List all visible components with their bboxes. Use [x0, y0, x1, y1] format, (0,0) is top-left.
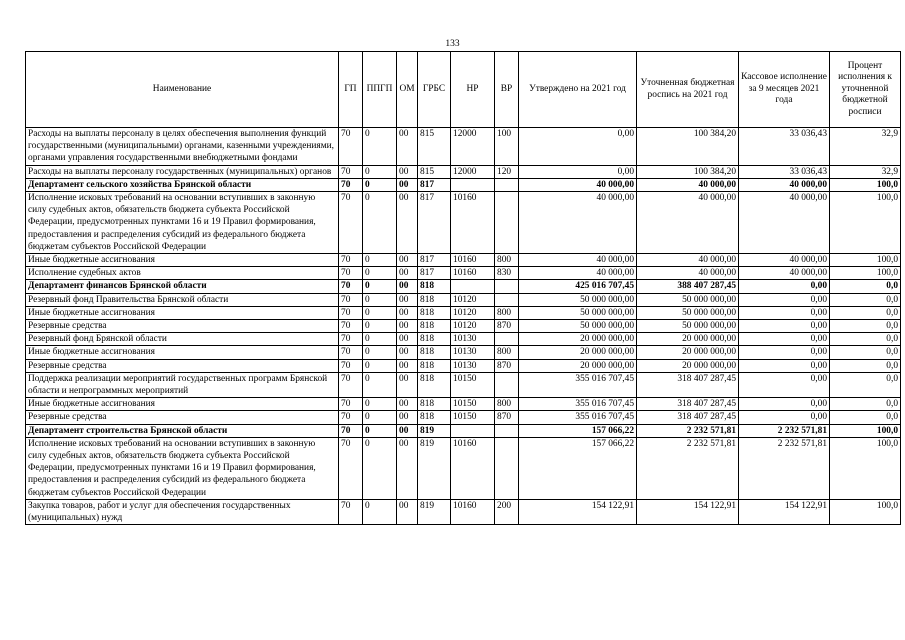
cell-vr: [495, 424, 519, 437]
cell-refined: 100 384,20: [637, 128, 739, 166]
cell-name: Расходы на выплаты персоналу в целях обеспечения выполнения функций государственными (муниципальными) органами, казенными учреждениями, органами управления государственными внебюджетными фондами: [26, 128, 339, 166]
cell-grbs: 819: [418, 499, 451, 524]
cell-om: 00: [397, 267, 418, 280]
cell-refined: 50 000 000,00: [637, 320, 739, 333]
cell-np: 10160: [451, 499, 495, 524]
cell-name: Исполнение судебных актов: [26, 267, 339, 280]
cell-vr: [495, 192, 519, 254]
cell-ppgp: 0: [363, 165, 397, 178]
cell-gp: 70: [339, 333, 363, 346]
cell-om: 00: [397, 306, 418, 319]
cell-cash: 0,00: [739, 346, 830, 359]
cell-ppgp: 0: [363, 178, 397, 191]
header-name: Наименование: [26, 52, 339, 128]
table-body: [26, 128, 901, 525]
cell-gp: 70: [339, 128, 363, 166]
cell-vr: [495, 437, 519, 499]
cell-ppgp: 0: [363, 411, 397, 424]
cell-gp: 70: [339, 372, 363, 397]
cell-ppgp: 0: [363, 293, 397, 306]
cell-om: 00: [397, 346, 418, 359]
cell-gp: 70: [339, 320, 363, 333]
cell-percent: 0,0: [830, 306, 901, 319]
header-vr: ВР: [495, 52, 519, 128]
table-row: [26, 306, 901, 319]
cell-approved: 154 122,91: [519, 499, 637, 524]
cell-approved: 0,00: [519, 128, 637, 166]
cell-name: Департамент финансов Брянской области: [26, 280, 339, 293]
cell-grbs: 817: [418, 178, 451, 191]
cell-approved: 20 000 000,00: [519, 346, 637, 359]
table-row: [26, 178, 901, 191]
cell-approved: 355 016 707,45: [519, 372, 637, 397]
cell-percent: 0,0: [830, 346, 901, 359]
cell-vr: [495, 372, 519, 397]
cell-cash: 0,00: [739, 359, 830, 372]
cell-refined: 20 000 000,00: [637, 346, 739, 359]
cell-vr: 830: [495, 267, 519, 280]
cell-cash: 2 232 571,81: [739, 424, 830, 437]
cell-gp: 70: [339, 306, 363, 319]
cell-gp: 70: [339, 398, 363, 411]
cell-cash: 33 036,43: [739, 165, 830, 178]
cell-approved: 40 000,00: [519, 192, 637, 254]
cell-np: 12000: [451, 165, 495, 178]
header-row: [26, 52, 901, 128]
cell-refined: 2 232 571,81: [637, 437, 739, 499]
cell-gp: 70: [339, 192, 363, 254]
cell-approved: 425 016 707,45: [519, 280, 637, 293]
cell-om: 00: [397, 280, 418, 293]
cell-name: Расходы на выплаты персоналу государственных (муниципальных) органов: [26, 165, 339, 178]
cell-cash: 40 000,00: [739, 254, 830, 267]
cell-ppgp: 0: [363, 192, 397, 254]
cell-approved: 50 000 000,00: [519, 320, 637, 333]
cell-grbs: 817: [418, 254, 451, 267]
cell-refined: 100 384,20: [637, 165, 739, 178]
cell-np: 10160: [451, 192, 495, 254]
cell-percent: 0,0: [830, 398, 901, 411]
cell-np: 10120: [451, 320, 495, 333]
cell-grbs: 815: [418, 165, 451, 178]
cell-om: 00: [397, 359, 418, 372]
cell-percent: 100,0: [830, 178, 901, 191]
cell-name: Департамент строительства Брянской области: [26, 424, 339, 437]
cell-refined: 20 000 000,00: [637, 359, 739, 372]
cell-approved: 355 016 707,45: [519, 398, 637, 411]
cell-np: 10160: [451, 254, 495, 267]
cell-name: Иные бюджетные ассигнования: [26, 254, 339, 267]
cell-vr: 200: [495, 499, 519, 524]
cell-vr: 800: [495, 398, 519, 411]
cell-name: Исполнение исковых требований на основании вступивших в законную силу судебных актов, обязательств бюджета субъекта Российской Федерации, предусмотренных пунктами 16 и 19 Правил формирования, предоставления и распределения субсидий из федерального бюджета бюджетам субъектов Российской Федерации: [26, 437, 339, 499]
cell-name: Иные бюджетные ассигнования: [26, 306, 339, 319]
cell-cash: 2 232 571,81: [739, 437, 830, 499]
cell-grbs: 819: [418, 424, 451, 437]
cell-percent: 100,0: [830, 267, 901, 280]
cell-om: 00: [397, 178, 418, 191]
cell-cash: 0,00: [739, 280, 830, 293]
cell-grbs: 818: [418, 359, 451, 372]
cell-name: Иные бюджетные ассигнования: [26, 346, 339, 359]
cell-percent: 0,0: [830, 333, 901, 346]
cell-approved: 157 066,22: [519, 437, 637, 499]
header-np: НР: [451, 52, 495, 128]
cell-refined: 40 000,00: [637, 192, 739, 254]
cell-ppgp: 0: [363, 320, 397, 333]
cell-name: Резервные средства: [26, 320, 339, 333]
table-row: [26, 411, 901, 424]
cell-om: 00: [397, 192, 418, 254]
cell-om: 00: [397, 398, 418, 411]
table-row: [26, 293, 901, 306]
cell-ppgp: 0: [363, 372, 397, 397]
cell-refined: 318 407 287,45: [637, 411, 739, 424]
table-row: [26, 280, 901, 293]
cell-percent: 100,0: [830, 192, 901, 254]
table-row: [26, 333, 901, 346]
table-row: [26, 128, 901, 166]
cell-grbs: 815: [418, 128, 451, 166]
cell-np: 10130: [451, 333, 495, 346]
cell-percent: 0,0: [830, 280, 901, 293]
cell-np: 10150: [451, 372, 495, 397]
cell-percent: 100,0: [830, 254, 901, 267]
cell-vr: 870: [495, 320, 519, 333]
cell-vr: [495, 333, 519, 346]
cell-grbs: 818: [418, 398, 451, 411]
cell-om: 00: [397, 411, 418, 424]
cell-vr: [495, 280, 519, 293]
table-row: [26, 165, 901, 178]
cell-np: 10150: [451, 411, 495, 424]
cell-cash: 154 122,91: [739, 499, 830, 524]
cell-om: 00: [397, 165, 418, 178]
cell-np: 10160: [451, 267, 495, 280]
cell-grbs: 818: [418, 372, 451, 397]
cell-percent: 0,0: [830, 372, 901, 397]
cell-om: 00: [397, 499, 418, 524]
cell-cash: 0,00: [739, 333, 830, 346]
cell-approved: 0,00: [519, 165, 637, 178]
cell-gp: 70: [339, 254, 363, 267]
cell-vr: 800: [495, 306, 519, 319]
cell-approved: 50 000 000,00: [519, 293, 637, 306]
cell-np: 12000: [451, 128, 495, 166]
cell-om: 00: [397, 372, 418, 397]
cell-np: 10150: [451, 398, 495, 411]
cell-om: 00: [397, 333, 418, 346]
cell-gp: 70: [339, 437, 363, 499]
cell-ppgp: 0: [363, 437, 397, 499]
cell-np: [451, 424, 495, 437]
cell-grbs: 817: [418, 192, 451, 254]
cell-cash: 0,00: [739, 411, 830, 424]
header-ppgp: ППГП: [363, 52, 397, 128]
table-row: [26, 192, 901, 254]
cell-np: 10160: [451, 437, 495, 499]
cell-refined: 50 000 000,00: [637, 306, 739, 319]
cell-om: 00: [397, 320, 418, 333]
cell-name: Закупка товаров, работ и услуг для обеспечения государственных (муниципальных) нужд: [26, 499, 339, 524]
cell-percent: 32,9: [830, 165, 901, 178]
page-number: 133: [445, 39, 460, 49]
cell-cash: 0,00: [739, 306, 830, 319]
cell-grbs: 817: [418, 267, 451, 280]
cell-name: Резервные средства: [26, 359, 339, 372]
cell-gp: 70: [339, 424, 363, 437]
cell-ppgp: 0: [363, 398, 397, 411]
cell-ppgp: 0: [363, 254, 397, 267]
cell-vr: [495, 293, 519, 306]
cell-approved: 40 000,00: [519, 267, 637, 280]
cell-vr: 120: [495, 165, 519, 178]
cell-ppgp: 0: [363, 333, 397, 346]
cell-ppgp: 0: [363, 346, 397, 359]
cell-percent: 32,9: [830, 128, 901, 166]
cell-refined: 40 000,00: [637, 178, 739, 191]
cell-ppgp: 0: [363, 280, 397, 293]
cell-name: Резервный фонд Брянской области: [26, 333, 339, 346]
cell-grbs: 818: [418, 306, 451, 319]
cell-name: Иные бюджетные ассигнования: [26, 398, 339, 411]
table-row: [26, 372, 901, 397]
cell-om: 00: [397, 293, 418, 306]
cell-refined: 20 000 000,00: [637, 333, 739, 346]
cell-gp: 70: [339, 267, 363, 280]
cell-cash: 40 000,00: [739, 192, 830, 254]
cell-np: 10120: [451, 293, 495, 306]
cell-grbs: 818: [418, 293, 451, 306]
header-approved: Утверждено на 2021 год: [519, 52, 637, 128]
cell-cash: 40 000,00: [739, 178, 830, 191]
cell-vr: 100: [495, 128, 519, 166]
header-refined: Уточненная бюджетная роспись на 2021 год: [637, 52, 739, 128]
cell-grbs: 818: [418, 411, 451, 424]
cell-ppgp: 0: [363, 499, 397, 524]
cell-grbs: 818: [418, 320, 451, 333]
cell-gp: 70: [339, 346, 363, 359]
table-row: [26, 267, 901, 280]
table-row: [26, 398, 901, 411]
cell-cash: 0,00: [739, 320, 830, 333]
cell-percent: 100,0: [830, 499, 901, 524]
cell-cash: 0,00: [739, 372, 830, 397]
cell-cash: 0,00: [739, 293, 830, 306]
cell-name: Департамент сельского хозяйства Брянской области: [26, 178, 339, 191]
cell-cash: 33 036,43: [739, 128, 830, 166]
cell-ppgp: 0: [363, 267, 397, 280]
table-row: [26, 320, 901, 333]
cell-np: 10120: [451, 306, 495, 319]
cell-approved: 40 000,00: [519, 178, 637, 191]
cell-vr: [495, 178, 519, 191]
cell-percent: 0,0: [830, 293, 901, 306]
cell-name: Резервные средства: [26, 411, 339, 424]
cell-grbs: 819: [418, 437, 451, 499]
cell-vr: 870: [495, 359, 519, 372]
cell-refined: 318 407 287,45: [637, 398, 739, 411]
cell-om: 00: [397, 424, 418, 437]
cell-grbs: 818: [418, 280, 451, 293]
budget-table: [25, 51, 901, 525]
table-row: [26, 437, 901, 499]
header-percent: Процент исполнения к уточненной бюджетной росписи: [830, 52, 901, 128]
cell-grbs: 818: [418, 333, 451, 346]
cell-ppgp: 0: [363, 306, 397, 319]
cell-refined: 40 000,00: [637, 254, 739, 267]
cell-vr: 800: [495, 254, 519, 267]
table-row: [26, 346, 901, 359]
cell-cash: 0,00: [739, 398, 830, 411]
cell-refined: 2 232 571,81: [637, 424, 739, 437]
cell-percent: 0,0: [830, 320, 901, 333]
header-om: ОМ: [397, 52, 418, 128]
cell-name: Резервный фонд Правительства Брянской области: [26, 293, 339, 306]
table-row: [26, 359, 901, 372]
cell-cash: 40 000,00: [739, 267, 830, 280]
cell-ppgp: 0: [363, 128, 397, 166]
cell-om: 00: [397, 128, 418, 166]
cell-gp: 70: [339, 359, 363, 372]
cell-gp: 70: [339, 411, 363, 424]
cell-vr: 800: [495, 346, 519, 359]
cell-refined: 50 000 000,00: [637, 293, 739, 306]
cell-gp: 70: [339, 165, 363, 178]
cell-np: [451, 280, 495, 293]
cell-vr: 870: [495, 411, 519, 424]
table-row: [26, 254, 901, 267]
cell-approved: 20 000 000,00: [519, 359, 637, 372]
cell-np: 10130: [451, 346, 495, 359]
cell-gp: 70: [339, 178, 363, 191]
cell-approved: 157 066,22: [519, 424, 637, 437]
cell-percent: 100,0: [830, 424, 901, 437]
cell-percent: 0,0: [830, 359, 901, 372]
cell-percent: 100,0: [830, 437, 901, 499]
cell-refined: 154 122,91: [637, 499, 739, 524]
table-row: [26, 424, 901, 437]
cell-ppgp: 0: [363, 359, 397, 372]
header-grbs: ГРБС: [418, 52, 451, 128]
header-gp: ГП: [339, 52, 363, 128]
cell-grbs: 818: [418, 346, 451, 359]
cell-approved: 355 016 707,45: [519, 411, 637, 424]
cell-name: Исполнение исковых требований на основании вступивших в законную силу судебных актов, обязательств бюджета субъекта Российской Федерации, предусмотренных пунктами 16 и 19 Правил формирования, предоставления и распределения субсидий из федерального бюджета бюджетам субъектов Российской Федерации: [26, 192, 339, 254]
cell-approved: 40 000,00: [519, 254, 637, 267]
cell-gp: 70: [339, 293, 363, 306]
cell-np: 10130: [451, 359, 495, 372]
cell-ppgp: 0: [363, 424, 397, 437]
table-row: [26, 499, 901, 524]
cell-refined: 388 407 287,45: [637, 280, 739, 293]
cell-np: [451, 178, 495, 191]
cell-name: Поддержка реализации мероприятий государственных программ Брянской области и непрограммных мероприятий: [26, 372, 339, 397]
cell-refined: 40 000,00: [637, 267, 739, 280]
cell-refined: 318 407 287,45: [637, 372, 739, 397]
header-cash: Кассовое исполнение за 9 месяцев 2021 года: [739, 52, 830, 128]
cell-approved: 20 000 000,00: [519, 333, 637, 346]
cell-gp: 70: [339, 499, 363, 524]
cell-om: 00: [397, 254, 418, 267]
cell-om: 00: [397, 437, 418, 499]
cell-percent: 0,0: [830, 411, 901, 424]
cell-gp: 70: [339, 280, 363, 293]
cell-approved: 50 000 000,00: [519, 306, 637, 319]
